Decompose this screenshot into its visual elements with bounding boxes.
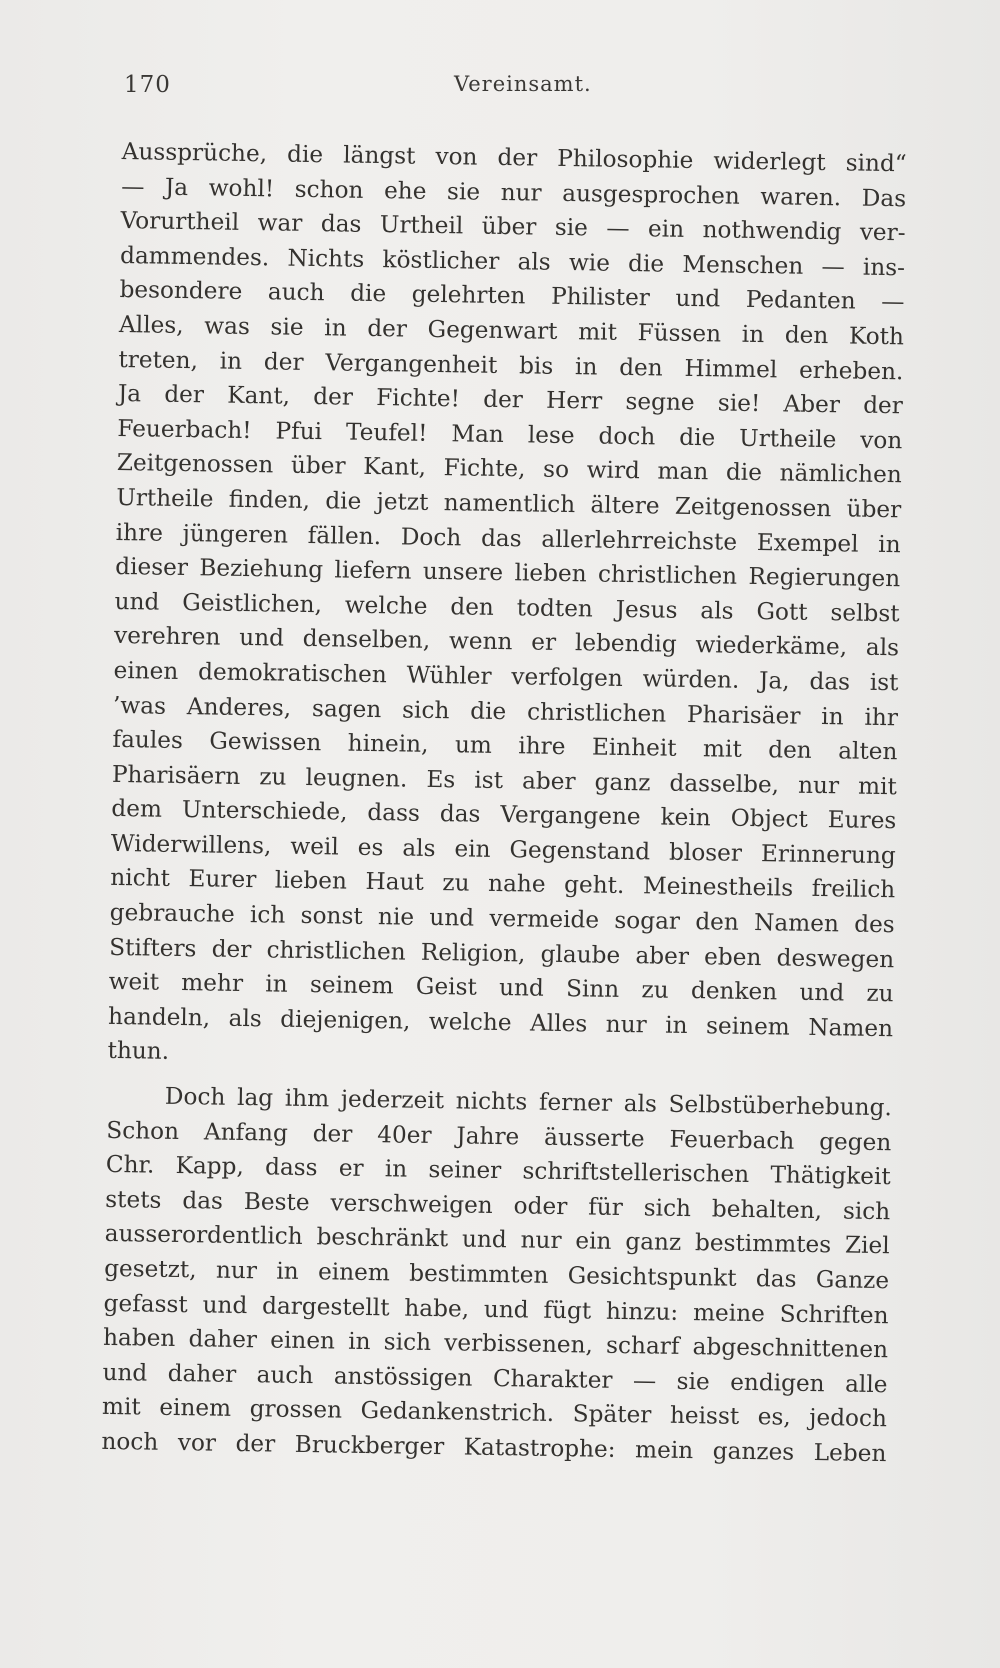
text-line: verehren und denselben, wenn er lebendig wiederkäme, als [113, 622, 900, 662]
text-line: Stifters der christlichen Religion, glaube aber eben deswegen [109, 933, 895, 973]
text-line: Urtheile finden, die jetzt namentlich ältere Zeitgenossen über [116, 483, 902, 524]
paragraph [107, 135, 907, 1081]
text-line: einen demokratischen Wühler verfolgen würden. Ja, das ist [113, 656, 899, 697]
text-line: ihre jüngeren fällen. Doch das allerlehrreichste Exempel in [115, 518, 901, 558]
text-line: Pharisäern zu leugnen. Es ist aber ganz dasselbe, nur mit [111, 760, 898, 800]
text-line: und Geistlichen, welche den todten Jesus als Gott selbst [114, 587, 900, 627]
text-line: Ja der Kant, der Fichte! der Herr segne sie! Aber der [117, 380, 904, 420]
text-line: mit einem grossen Gedankenstrich. Später heisst es, jedoch [101, 1393, 888, 1433]
text-line: gebrauche ich sonst nie und vermeide sogar den Namen des [109, 898, 895, 939]
text-line: Alles, was sie in der Gegenwart mit Füssen in den Koth [118, 310, 905, 351]
text-line: Aussprüche, die längst von der Philosophie widerlegt sind“ [121, 137, 907, 178]
text-line: Doch lag ihm jederzeit nichts ferner als Selbstüberhebung. [164, 1082, 893, 1122]
text-line: Vorurtheil war das Urtheil über sie — ein nothwendig ver- [120, 207, 906, 247]
text-line: — Ja wohl! schon ehe sie nur ausgesprochen waren. Das [120, 172, 907, 212]
text-line: ausserordentlich beschränkt und nur ein ganz bestimmtes Ziel [104, 1220, 890, 1260]
text-line: Chr. Kapp, dass er in seiner schriftstellerischen Thätigkeit [105, 1151, 891, 1191]
text-line: handeln, als diejenigen, welche Alles nur in seinem Namen [107, 1002, 894, 1043]
text-line: dieser Beziehung liefern unsere lieben christlichen Regierungen [115, 553, 901, 593]
text-line: treten, in der Vergangenheit bis in den Himmel erheben. [118, 345, 904, 385]
text-line: gefasst und dargestellt habe, und fügt hinzu: meine Schriften [103, 1289, 889, 1329]
text-line: dem Unterschiede, dass das Vergangene kein Object Eures [111, 795, 897, 835]
text-line: haben daher einen in sich verbissenen, scharf abgeschnittenen [102, 1324, 889, 1364]
text-line: gesetzt, nur in einem bestimmten Gesichtspunkt das Ganze [103, 1254, 890, 1295]
text-line: faules Gewissen hinein, um ihre Einheit mit den alten [112, 726, 898, 766]
text-line: noch vor der Bruckberger Katastrophe: mein ganzes Leben [101, 1427, 887, 1468]
text-line: nicht Eurer lieben Haut zu nahe geht. Meinestheils freilich [110, 864, 896, 904]
text-line: thun. [107, 1037, 170, 1066]
page-header [124, 72, 904, 112]
text-line: ’was Anderes, sagen sich die christlichen Pharisäer in ihr [112, 691, 899, 731]
text-line: besondere auch die gelehrten Philister und Pedanten — [119, 276, 905, 316]
body-text [101, 135, 907, 1472]
paragraph [101, 1079, 892, 1472]
text-line: Feuerbach! Pfui Teufel! Man lese doch die Urtheile von [117, 414, 903, 455]
text-line: Widerwillens, weil es als ein Gegenstand bloser Erinnerung [110, 829, 896, 870]
page-number: 170 [124, 72, 171, 98]
text-line: weit mehr in seinem Geist und Sinn zu denken und zu [108, 968, 894, 1008]
text-line: stets das Beste verschweigen oder für sich behalten, sich [105, 1185, 891, 1226]
text-line: und daher auch anstössigen Charakter — sie endigen alle [102, 1358, 888, 1398]
running-head: Vereinsamt. [454, 72, 592, 96]
text-line: dammendes. Nichts köstlicher als wie die Menschen — ins- [119, 241, 906, 282]
text-line: Zeitgenossen über Kant, Fichte, so wird man die nämlichen [116, 449, 902, 489]
text-line: Schon Anfang der 40er Jahre äusserte Feuerbach gegen [106, 1116, 892, 1156]
